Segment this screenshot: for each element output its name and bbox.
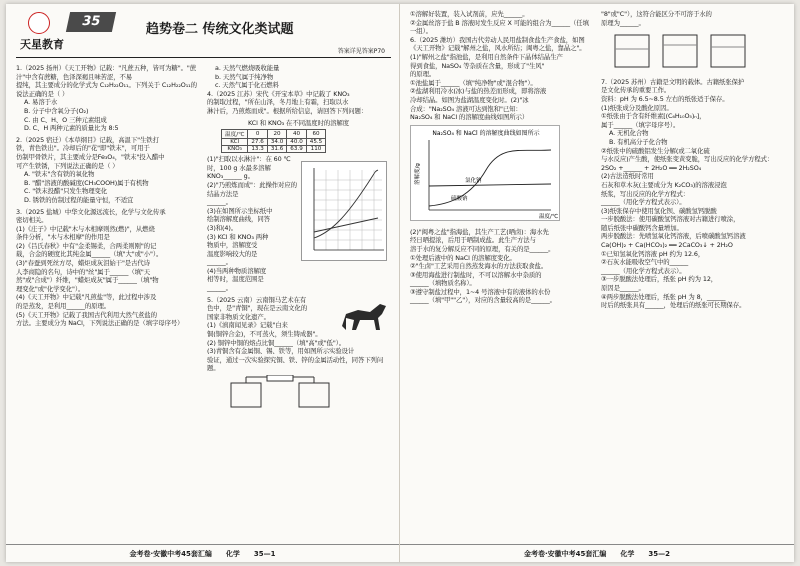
q7-line: ③一步脱酸法处理后，纸张 pH 约为 12，: [601, 275, 718, 284]
table-header-cell: 40: [287, 130, 306, 139]
q3-line: (3)"春蚕到死丝方尽，蜡炬成灰泪始干"是古代诗: [16, 259, 150, 268]
table-header-cell: 20: [267, 130, 286, 139]
q3-line: 人李商隐的名句，诗中的"丝"属于______（填"天: [16, 267, 151, 276]
q7-line: 原因是______。: [601, 284, 645, 293]
q3-line: 的是蒸发，是利用______的原理。: [16, 302, 111, 311]
table-cell: KNO₃: [222, 146, 248, 153]
q7-equation: Ca(OH)₂ + Ca(HCO₃)₂ ══ 2CaCO₃↓ + 2H₂O: [601, 241, 733, 250]
q5-line: 国家非物质文化遗产。: [207, 312, 270, 321]
solubility-table-title: KCl 和 KNO₃ 在不同温度时的溶解度: [248, 118, 349, 127]
q6c-line: 溶于水的复分解反应不同的原理，有关的是______。: [410, 244, 555, 253]
q7-line: ______（用化学方程式表示）。: [601, 266, 686, 275]
right-column-2: [601, 10, 784, 313]
q4-part: KNO₃______ g。: [207, 172, 254, 181]
q6c-line: (2)"闽粤之盐"指海盐，其生产工艺(晒卤)：海水先: [410, 227, 549, 236]
left-column-2: [207, 64, 390, 417]
nacl-na2so4-solubility-chart: [410, 125, 560, 221]
q2-line: 可产生铁锈，下列说法正确的是（ ）: [16, 161, 119, 170]
right-column-1: [410, 10, 593, 313]
q6-line: ②盐湖利用冷水(冰)与盐的热差而形成，即将溶液: [410, 87, 547, 96]
q6c-line: ③遵守制盐过程中，1~4 号溶液中有的液体的水份: [410, 287, 551, 296]
brand-name: 天星教育: [20, 38, 64, 51]
q4-part: ______。: [207, 284, 232, 293]
q4-part: ______。: [207, 198, 232, 207]
q7-line: "8"或"C"），这符合能区分不可溶于水的: [601, 10, 712, 18]
q1-option-d: D. C、H 两种元素的质量比为 8:5: [24, 124, 119, 133]
table-header-cell: 60: [306, 130, 325, 139]
table-cell: KCl: [222, 139, 248, 146]
table-cell: 63.9: [287, 146, 306, 153]
q3-option-c: c. 天然气属于化石燃料: [215, 81, 279, 90]
q4-part: 绘制溶解度曲线，同答: [207, 215, 270, 224]
q7-option-b: B. 有机高分子化合物: [609, 137, 668, 146]
q6-line: 《天工开物》记载"解州之盐，风水所结；闽粤之盐，靠晶之"。: [410, 44, 586, 53]
table-cell: 40.0: [287, 139, 306, 146]
table-cell: 31.6: [267, 146, 286, 153]
q7-line: (3)纸张保存中使用氢化钡、碳酸氢钙脱酸: [601, 206, 717, 215]
q2-line: 2.（2025 宿迁）《本草纲目》记载，高温下"生铁打: [16, 135, 159, 144]
question-6-continued: [410, 228, 593, 305]
footer-subject: 化学: [225, 549, 240, 558]
footer-right: [400, 544, 794, 562]
nacl-curve: [429, 184, 551, 186]
table-cell: 27.6: [248, 139, 267, 146]
star-logo-icon: [28, 12, 50, 34]
q3-option-b: b. 天然气属于纯净物: [215, 72, 274, 81]
q6c-line: ______（填物质名称）。: [410, 279, 476, 288]
metal-activity-apparatus: [207, 375, 357, 411]
chart-title: Na₂SO₄ 和 NaCl 的溶解度曲线如图所示: [432, 129, 540, 137]
bronze-horse-image: [336, 296, 390, 336]
q6-line: ①溶解好装置，装入试剂前，应先______。: [410, 10, 529, 18]
q7-line: 7.（2025 苏州）古籍是文明的载体。古籍纸张保护: [601, 77, 745, 86]
q2-line: 仿制甲骨铁片，其主要成分是Fe₃O₄，"铁末"投入醋中: [16, 152, 165, 161]
table-cell: 13.3: [248, 146, 267, 153]
brand-logo: [20, 12, 66, 54]
q1-line: 提纯，其主要成分的化学式为 C₁₂H₂₂O₁₁。下列关于 C₁₂H₂₂O₁₁的说法正确的是（ ）: [16, 81, 197, 98]
q7-line: (1)纸张成分及酸化原因。: [601, 103, 673, 112]
footer-page-number: 35—2: [648, 549, 671, 558]
q3-line: 条件分析，"木与木相摩"的作用是: [16, 233, 110, 242]
page-right: [400, 4, 794, 562]
q3-line: (4)《天工开物》中记载"凡煎盐"等，此过程中涉及: [16, 293, 157, 302]
chart-y-label: 溶解度/g: [415, 162, 421, 185]
q4-part: ______。: [207, 258, 232, 267]
q1-option-b: B. 分子中含氧分子(O₂): [24, 106, 89, 115]
q2-option-a: A. "铁末"含有铁的氧化物: [24, 170, 95, 179]
q5-line: 铜(铜锌合金)，不可蒸火，须生铸成器"。: [207, 330, 322, 339]
beaker-apparatus-figure: [601, 29, 761, 73]
q6-line: 冷却结晶。如图为盐湖温度变化时。(2)"冰: [410, 95, 529, 104]
exam-spread: [6, 4, 794, 562]
q1-option-a: A. 易溶于水: [24, 98, 58, 107]
q7-line: 时后的纸张具有______，处理后的纸张可长期保存。: [601, 301, 746, 310]
q2-option-b: B. "醋"溶液的酸碱度(CH₃COOH)属于有机物: [24, 178, 149, 187]
q6-line: 合成："Na₂SO₄ 溶液可达到饱和"已知：: [410, 104, 522, 113]
q6-line: ①池盐属于______（填"纯净物"或"混合物"）。: [410, 78, 537, 87]
solubility-grid-figure: [301, 161, 387, 261]
q7-line: 属于______（填字母序号）。: [601, 120, 680, 129]
table-header-cell: 温度/℃: [222, 130, 248, 139]
q4-line: 4.（2025 江苏）宋代《开宝本草》中记载了 KNO₃: [207, 89, 350, 98]
q3-line: (5)《天工开物》记载了我国古代利用大然气煮盐的: [16, 310, 157, 319]
q3-line: 载，合金的硬度比其纯金属______（填"大"或"小"）。: [16, 250, 163, 259]
q6c-line: ③使用海盐进行制盐时，不可以溶解水中杂质的: [410, 270, 542, 279]
q2-option-c: C. "铁末投醋"只发生物理变化: [24, 187, 108, 196]
solubility-table: [221, 129, 326, 153]
footer-page-number: 35—1: [253, 549, 276, 558]
na2so4-curve: [429, 150, 551, 206]
q7-line: 资料：pH 为 6.5~8.5 左右的纸张适于保存。: [601, 94, 729, 103]
table-row: [222, 146, 326, 153]
q7-line: ______（用化学方程式表示）。: [601, 198, 686, 207]
answer-reference: 答案详见答案P70: [337, 48, 385, 55]
question-3-options: [207, 64, 390, 116]
table-cell: 45.5: [306, 139, 325, 146]
q7-line: 是文化传承的重要工作。: [601, 86, 671, 95]
question-2: [16, 136, 199, 205]
footer-subject: 化学: [620, 549, 635, 558]
q7-line: ②石灰水能吸收空气中的______: [601, 258, 689, 267]
q5-line: 验证，通过一次实验探究铜、铁、锌的金属活动性，同答下列问题。: [207, 355, 384, 373]
footer-series: 金考卷·安徽中考45套汇编: [129, 549, 212, 558]
q3-line: 方法。主要成分为 NaCl，下列说法正确的是（填字母序号）: [16, 319, 184, 328]
q7-line: 原理为______。: [601, 18, 645, 27]
question-4-parts: [207, 155, 297, 293]
na2so4-label: 硫酸钠: [451, 195, 468, 202]
q3-line: 密切相关。: [16, 216, 48, 225]
q6c-line: ______（填"甲""乙"），对应的含量较高的是______。: [410, 296, 556, 305]
q6c-line: 经日晒提浓，后用于晒制成盐。此生产方法与: [410, 236, 536, 245]
page-left: [6, 4, 400, 562]
q6-line: (1)"解州之盐"指池盐，是利用自然条件下晶体结晶生产: [410, 52, 563, 61]
q3-line: (1)《庄子》中记载"木与木相摩则然(燃)"，从燃烧: [16, 224, 155, 233]
q5-line: (2) 铜锌中铜的熔点比铜______（填"高"或"低"）。: [207, 338, 346, 347]
q4-part: (3)在如图所示坐标纸中: [207, 206, 273, 215]
q7-line: (2)古法造纸时常用: [601, 172, 654, 181]
table-cell: 34.0: [267, 139, 286, 146]
q7-line: 一步脱酸法：使用碳酸氢钙溶液对古籍进行喷涂，: [601, 215, 740, 224]
q6-line: Na₂SO₄ 和 NaCl 的溶解度曲线如图所示）: [410, 113, 529, 122]
q1-line: 1.（2025 扬州）《天工开物》记载："凡蔗五种，皆可为糖"。"蔗汁"中含有蔗糖，色泽深褐且味苦涩，不易: [16, 64, 196, 81]
table-row: [222, 139, 326, 146]
q6-line: 6.（2025 潍坊）我国古代劳动人民用盐制食盐生产食盐，如图: [410, 35, 585, 44]
q6-line: 得到食盐，NaSO₄ 等杂质在含量，形成了"生风": [410, 61, 545, 70]
chart-x-label: 温度/℃: [539, 213, 559, 220]
q4-part: (4)当两种物质溶解度: [207, 266, 267, 275]
q6c-line: ②"生卤"工艺采用自然蒸发海水的方法获取食盐。: [410, 262, 548, 271]
footer-series: 金考卷·安徽中考45套汇编: [523, 549, 607, 558]
q2-line: 铁，青色铁出"。冷却后的"花"即"铁末"，可用于: [16, 144, 150, 153]
q2-option-d: D. 锈铁的仿制过程的能量守恒，不适宜: [24, 195, 134, 204]
q3-line: (2)《吕氏春秋》中有"金柔锡柔，合两柔则刚"的记: [16, 241, 157, 250]
question-7: [601, 10, 784, 310]
nacl-label: 氯化钠: [465, 177, 482, 184]
q4-part: 物质中，溶解度受: [207, 241, 258, 250]
q4-part: 相等时，温度范围是: [207, 275, 264, 284]
footer-left: [6, 544, 399, 562]
q4-line: 淋汁后，乃煎炼而成"。根据所给信息，请回答下列问题：: [207, 106, 368, 115]
q7-line: 石灰和草木灰(主要成分为 K₂CO₃)的溶液浸泡: [601, 180, 727, 189]
q7-line: ①已知氢氧化钙溶液 pH 约为 12.6，: [601, 249, 705, 258]
page-title: 趋势卷二 传统文化类试题: [146, 22, 294, 37]
q4-part: (2)"乃煎炼而成"：此操作对应的结晶方法是: [207, 180, 297, 198]
q4-part: 温度影响较大的是: [207, 249, 258, 258]
q5-line: 色中，是"青铜"，现在是云南文化的: [207, 304, 308, 313]
q7-option-a: A. 无机化合物: [609, 129, 649, 138]
q7-line: ④两步脱酸法处理后，纸张 pH 为 8，______: [601, 292, 726, 301]
q7-equation: 2SO₂ +______ + 2H₂O ══ 2H₂SO₄: [601, 163, 702, 172]
paper-number-badge: [66, 12, 116, 32]
question-6: [410, 10, 593, 122]
page-header: [16, 12, 391, 58]
q4-part: (3) KCl 和 KNO₃ 两种: [207, 232, 269, 241]
q4-line: 的制取过程，"所在山泽，冬月地上有霜，扫取以水: [207, 98, 349, 107]
q7-line: ①纸张由于含有纤维素[(C₆H₁₀O₅)ₙ]，: [601, 112, 706, 121]
table-header-row: [222, 130, 326, 139]
table-header-cell: 0: [248, 130, 267, 139]
q3-option-a: a. 天然气燃烧吸收能量: [215, 64, 280, 72]
q4-part: (3)和(4)。: [207, 223, 238, 232]
q6-line: 的原理。: [410, 70, 436, 79]
q6c-line: ①处理后液中的 NaCl 的溶解度变化。: [410, 253, 516, 262]
q3-line: 然"或"合成"）纤维，"蜡炬成灰"属于______（填"物: [16, 276, 159, 285]
q7-line: 随后纸张中碳酸钙含量增加。: [601, 223, 683, 232]
q5-line: (1)《滇南闻见录》记载"白来: [207, 321, 288, 330]
q7-line: 纸浆，写出反应的化学方程式：: [601, 189, 690, 198]
q7-line: 两步脱酸法：先喷氢氧化钙溶液，后喷碳酸氢钙溶液: [601, 232, 746, 241]
paper-number: 35: [80, 14, 102, 29]
q3-line: 理变化"或"化学变化"）。: [16, 284, 85, 293]
q5-line: (3)青铜含有金属铜、锡、铁等，用如图所示实验设计: [207, 347, 355, 356]
table-cell: 110: [306, 146, 325, 153]
question-1: [16, 64, 199, 133]
q4-part: (1)"扫取以水淋汁"：在 60 ℃时，100 g 水最多溶解: [207, 155, 291, 172]
q7-line: 与水反应)产生酸，使纸张变黄变脆，写出反应的化学方程式：: [601, 155, 774, 164]
q7-line: ②纸张中的硫酸铝发生分解(或二氧化硫: [601, 146, 710, 155]
q6-line: ②金属丝溶于盐 B 溶液时发生反应 X 可能的组合为______（任填一组）。: [410, 18, 589, 36]
q1-option-c: C. 由 C、H、O 三种元素组成: [24, 115, 107, 124]
question-5: [207, 296, 390, 414]
q3-line: 3.（2025 盐城）中华文化源远流长，化学与文化传承: [16, 207, 166, 216]
q5-line: 5.（2025 云南）云南铜马艺术在有: [207, 295, 307, 304]
left-column-1: [16, 64, 199, 417]
question-3: [16, 208, 199, 328]
